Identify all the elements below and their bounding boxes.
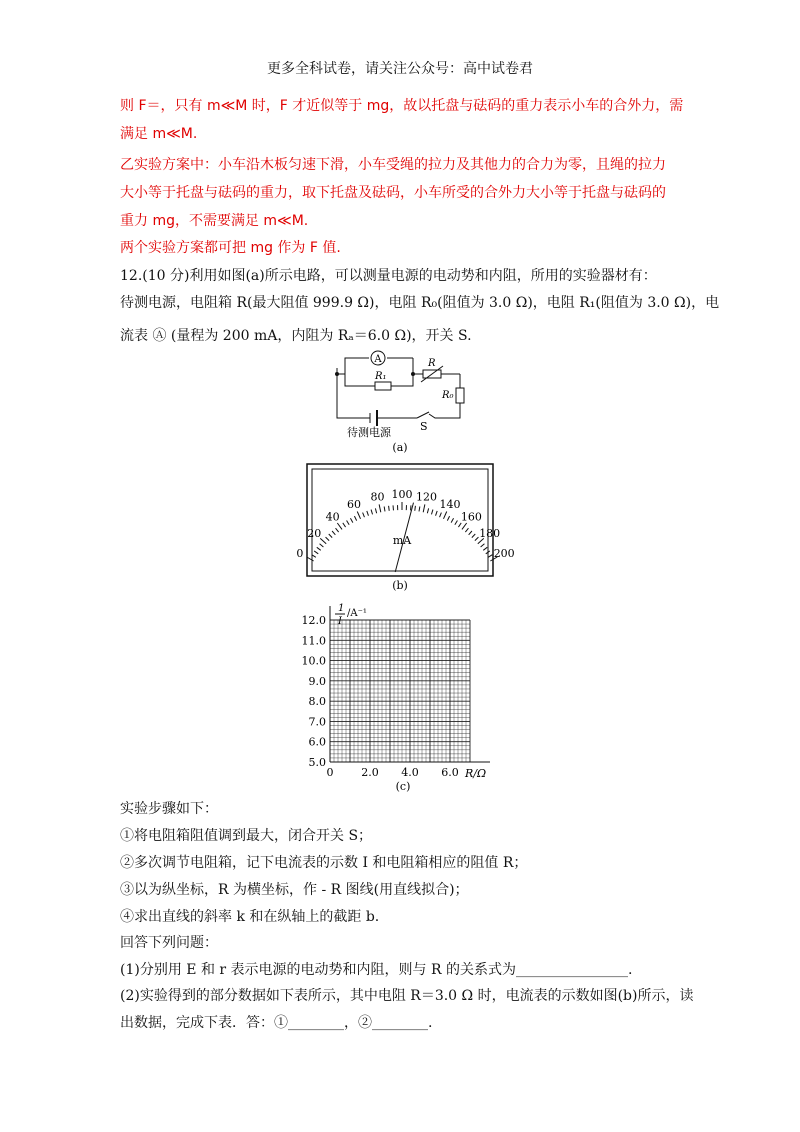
y-tick-label: 10.0 — [301, 654, 326, 668]
dial-tick — [481, 544, 485, 547]
y-tick-label: 11.0 — [301, 634, 326, 648]
meter-unit: mA — [392, 534, 412, 547]
r0-label: R₀ — [442, 390, 454, 401]
dial-label: 40 — [325, 510, 340, 524]
dial-label: 140 — [439, 498, 461, 512]
dial-tick — [469, 531, 472, 535]
dial-tick — [488, 555, 492, 558]
graph-grid — [295, 598, 495, 796]
ylabel-unit: /A⁻¹ — [347, 608, 367, 619]
y-tick-label: 12.0 — [301, 614, 326, 627]
dial-tick — [354, 516, 356, 520]
dial-label: 60 — [347, 498, 362, 512]
dial-tick — [357, 512, 360, 519]
dial-tick — [307, 557, 314, 561]
y-tick-label: 7.0 — [308, 715, 326, 729]
dial-tick — [440, 513, 442, 518]
dial-tick — [475, 537, 479, 540]
caption-c: (c) — [395, 780, 411, 793]
step-line: ②多次调节电阻箱，记下电流表的示数 I 和电阻箱相应的阻值 R； — [120, 855, 528, 871]
y-tick-label: 9.0 — [308, 674, 326, 688]
dial-tick — [389, 506, 390, 511]
question-2-answer: 出数据，完成下表．答：①________，②________. — [120, 1015, 433, 1031]
dial-label: 100 — [391, 488, 413, 501]
dial-tick — [443, 512, 446, 519]
dial-tick — [451, 518, 453, 522]
dial-label: 0 — [296, 547, 304, 560]
step-line: ③以为纵坐标，R 为横坐标，作 - R 图线(用直线拟合)； — [120, 882, 469, 898]
dial-tick — [332, 531, 335, 535]
ylabel-num: 1 — [338, 603, 345, 614]
ammeter-dial — [296, 462, 515, 592]
dial-tick — [384, 506, 385, 511]
dial-tick — [447, 516, 449, 520]
ammeter-label: A — [374, 354, 382, 365]
dial-label: 200 — [493, 547, 515, 560]
step-line: 实验步骤如下： — [120, 801, 218, 817]
dial-tick — [462, 523, 467, 529]
answer-line: 满足 m≪M. — [120, 126, 198, 142]
dial-tick — [455, 520, 458, 524]
circuit-diagram — [325, 348, 475, 456]
dial-tick — [336, 528, 339, 532]
dial-tick — [436, 511, 438, 516]
x-tick-label: 2.0 — [361, 766, 379, 779]
dial-tick — [320, 544, 324, 547]
dial-tick — [317, 547, 321, 550]
dial-tick — [431, 510, 432, 515]
dial-tick — [483, 547, 487, 550]
question-1: (1)分别用 E 和 r 表示电源的电动势和内阻，则与 R 的关系式为________________. — [120, 962, 633, 978]
dial-label: 20 — [307, 527, 322, 541]
answer-line: 则 F＝，只有 m≪M 时，F 才近似等于 mg，故以托盘与砝码的重力表示小车的合外力，需 — [120, 98, 684, 114]
dial-tick — [379, 504, 381, 512]
x-tick-label: 4.0 — [401, 766, 419, 779]
question-2: (2)实验得到的部分数据如下表所示，其中电阻 R＝3.0 Ω 时，电流表的示数如图(b)所示，读 — [120, 988, 694, 1004]
r1-label: R₁ — [375, 371, 387, 382]
switch-label: S — [420, 420, 428, 433]
dial-tick — [427, 508, 428, 513]
dial-tick — [343, 523, 346, 527]
dial-tick — [371, 510, 372, 515]
dial-label: 120 — [416, 490, 438, 504]
dial-tick — [423, 504, 425, 512]
question-line: 流表 Ⓐ (量程为 200 mA，内阻为 Rₐ＝6.0 Ω)，开关 S. — [120, 328, 472, 344]
dial-tick — [375, 508, 376, 513]
x-tick-label: 6.0 — [441, 766, 459, 779]
dial-tick — [347, 520, 350, 524]
answer-line: 两个实验方案都可把 mg 作为 F 值. — [120, 240, 341, 256]
dial-tick — [326, 537, 330, 540]
xlabel: R/Ω — [465, 767, 487, 780]
question-line: 12.(10 分)利用如图(a)所示电路，可以测量电源的电动势和内阻，所用的实验器材有： — [120, 268, 657, 284]
dial-tick — [415, 506, 416, 511]
dial-tick — [363, 513, 365, 518]
page-header: 更多全科试卷，请关注公众号：高中试卷君 — [267, 61, 533, 77]
dial-label: 160 — [460, 510, 482, 524]
y-tick-label: 6.0 — [308, 735, 326, 749]
answer-line: 重力 mg，不需要满足 m≪M. — [120, 213, 309, 229]
answer-line: 大小等于托盘与砝码的重力，取下托盘及砝码，小车所受的合外力大小等于托盘与砝码的 — [120, 185, 666, 201]
dial-label: 180 — [479, 527, 501, 541]
dial-tick — [350, 518, 352, 522]
x-tick-label: 0 — [326, 766, 334, 779]
dial-label: 80 — [370, 490, 385, 504]
r-label: R — [428, 358, 436, 369]
step-line: ①将电阻箱阻值调到最大，闭合开关 S； — [120, 828, 373, 844]
caption-b: (b) — [392, 579, 408, 592]
question-line: 待测电源，电阻箱 R(最大阻值 999.9 Ω)，电阻 R₀(阻值为 3.0 Ω)，电阻 R₁(阻值为 3.0 Ω)，电 — [120, 295, 720, 311]
dial-tick — [314, 551, 318, 554]
source-label: 待测电源 — [347, 426, 391, 439]
ylabel-den: I — [338, 616, 342, 627]
dial-tick — [465, 528, 468, 532]
step-line: ④求出直线的斜率 k 和在纵轴上的截距 b. — [120, 909, 380, 925]
dial-tick — [419, 506, 420, 511]
y-tick-label: 8.0 — [308, 695, 326, 709]
dial-tick — [472, 534, 475, 538]
step-line: 回答下列问题： — [120, 935, 218, 951]
answer-line: 乙实验方案中：小车沿木板匀速下滑，小车受绳的拉力及其他力的合力为零，且绳的拉力 — [120, 157, 666, 173]
dial-tick — [367, 511, 369, 516]
y-tick-label: 5.0 — [308, 756, 326, 769]
dial-tick — [329, 534, 332, 538]
caption-a: (a) — [392, 441, 408, 454]
dial-tick — [337, 523, 342, 529]
